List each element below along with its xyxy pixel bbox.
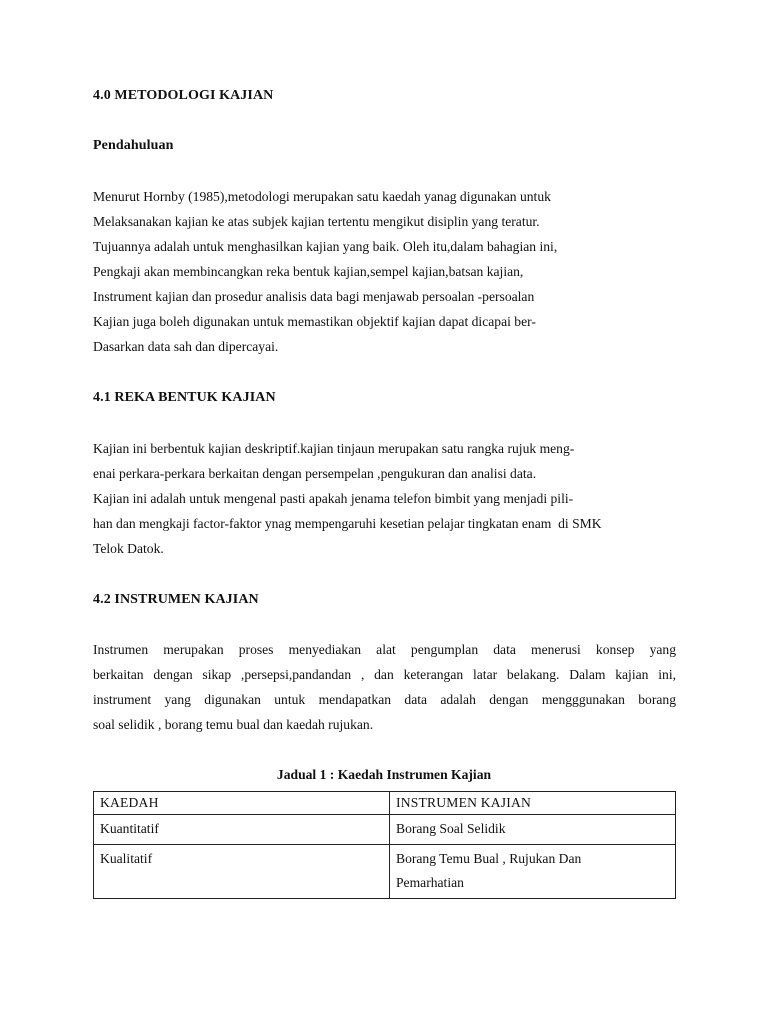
paragraph-line: soal selidik , borang temu bual dan kaedah rujukan. [93, 717, 374, 732]
instrument-table [93, 791, 676, 899]
table-caption: Jadual 1 : Kaedah Instrumen Kajian [276, 767, 492, 782]
table-cell: Borang Soal Selidik [390, 815, 676, 845]
paragraph-line: Telok Datok. [93, 541, 164, 556]
reka-bentuk-heading: 4.1 REKA BENTUK KAJIAN [93, 390, 276, 405]
table-cell: Kuantitatif [94, 815, 390, 845]
paragraph-line: Pengkaji akan membincangkan reka bentuk kajian,sempel kajian,batsan kajian, [93, 264, 524, 279]
paragraph-line: Instrumen merupakan proses menyediakan alat pengumplan data menerusi konsep yang [93, 642, 676, 657]
paragraph-line: Melaksanakan kajian ke atas subjek kajian tertentu mengikut disiplin yang teratur. [93, 214, 540, 229]
paragraph-line: Kajian juga boleh digunakan untuk memastikan objektif kajian dapat dicapai ber- [93, 314, 536, 329]
table-cell: Borang Temu Bual , Rujukan Dan Pemarhatian [390, 845, 676, 899]
table-cell: Kualitatif [94, 845, 390, 899]
section-title: 4.0 METODOLOGI KAJIAN [93, 88, 274, 103]
paragraph-line: Kajian ini adalah untuk mengenal pasti apakah jenama telefon bimbit yang menjadi pili- [93, 491, 574, 506]
table-row [94, 815, 676, 845]
paragraph-line: Kajian ini berbentuk kajian deskriptif.kajian tinjaun merupakan satu rangka rujuk meng- [93, 441, 575, 456]
paragraph-line: berkaitan dengan sikap ,persepsi,pandandan , dan keterangan latar belakang. Dalam kajian ini, [93, 667, 676, 682]
paragraph-line: Menurut Hornby (1985),metodologi merupakan satu kaedah yanag digunakan untuk [93, 189, 551, 204]
intro-heading: Pendahuluan [93, 138, 174, 153]
paragraph-line: enai perkara-perkara berkaitan dengan persempelan ,pengukuran dan analisi data. [93, 466, 537, 481]
table-row [94, 845, 676, 899]
paragraph-line: han dan mengkaji factor-faktor ynag mempengaruhi kesetian pelajar tingkatan enam di SMK [93, 516, 602, 531]
paragraph-line: Instrument kajian dan prosedur analisis data bagi menjawab persoalan -persoalan [93, 289, 535, 304]
paragraph-line: instrument yang digunakan untuk mendapatkan data adalah dengan mengggunakan borang [93, 692, 676, 707]
table-header-row [94, 792, 676, 815]
instrumen-heading: 4.2 INSTRUMEN KAJIAN [93, 592, 259, 607]
paragraph-line: Dasarkan data sah dan dipercayai. [93, 339, 279, 354]
paragraph-line: Tujuannya adalah untuk menghasilkan kajian yang baik. Oleh itu,dalam bahagian ini, [93, 239, 558, 254]
table-header-cell: KAEDAH [94, 792, 390, 815]
table-header-cell: INSTRUMEN KAJIAN [390, 792, 676, 815]
